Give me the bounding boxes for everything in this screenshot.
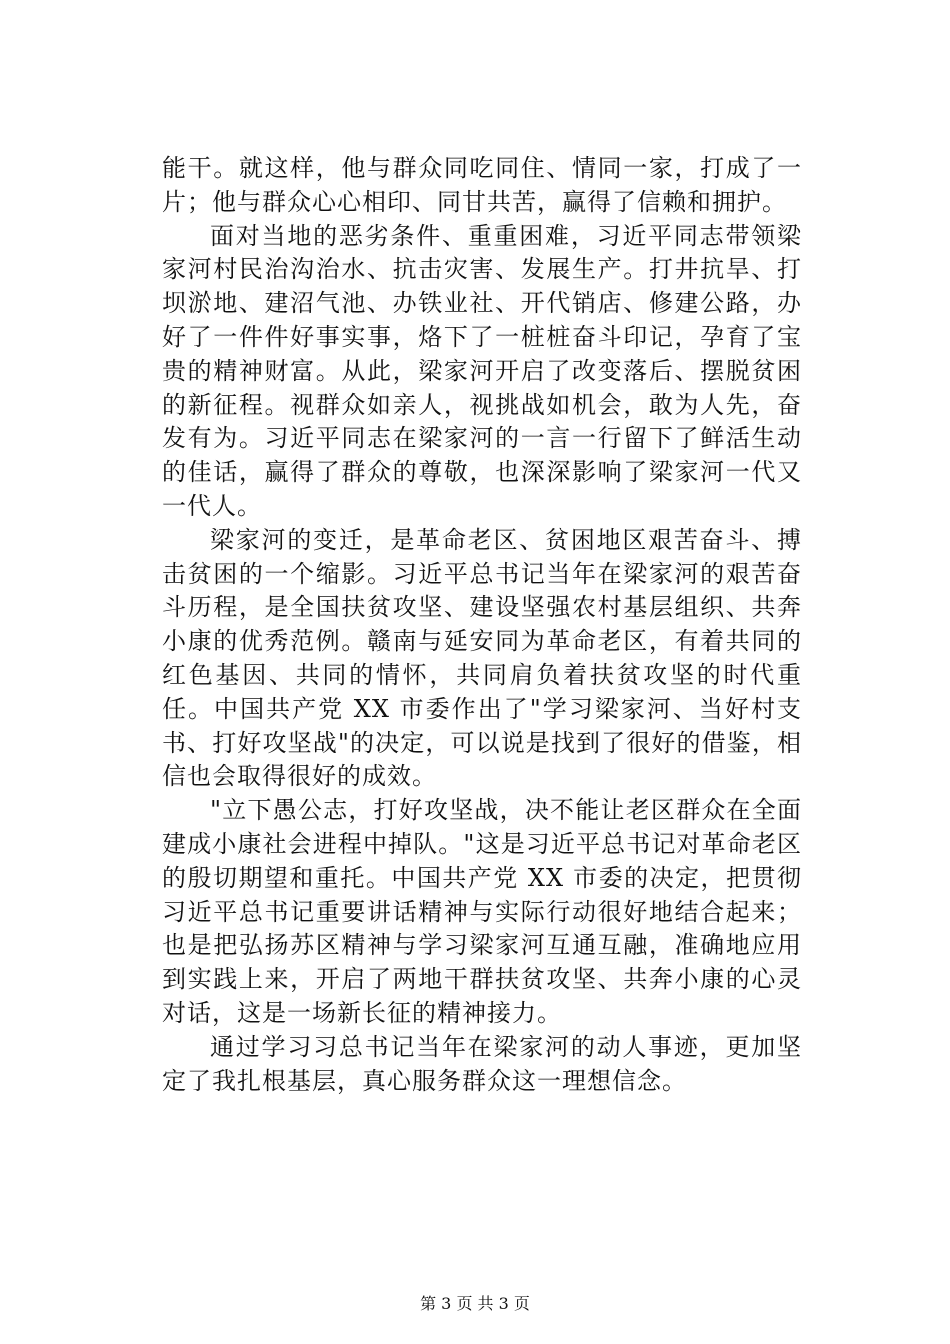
page-number-footer: 第 3 页 共 3 页 [420,1294,530,1313]
paragraph-1: 能干。就这样，他与群众同吃同住、情同一家，打成了一片；他与群众心心相印、同甘共苦，赢得了信赖和拥护。 [162,154,802,216]
paragraph-5: 通过学习习总书记当年在梁家河的动人事迹，更加坚定了我扎根基层，真心服务群众这一理想信念。 [162,1032,802,1095]
document-body [162,152,802,1098]
paragraph-4: "立下愚公志，打好攻坚战，决不能让老区群众在全面建成小康社会进程中掉队。"这是习近平总书记对革命老区的殷切期望和重托。中国共产党 XX 市委的决定，把贯彻习近平总书记重要讲话精神与实际行动很好地结合起来；也是把弘扬苏区精神与学习梁家河互通互融，准确地应用到实践上来，开启了两地干群扶贫攻坚、共奔小康的心灵对话，这是一场新长征的精神接力。 [162,796,802,1027]
paragraph-2: 面对当地的恶劣条件、重重困难，习近平同志带领梁家河村民治沟治水、抗击灾害、发展生产。打井抗旱、打坝淤地、建沼气池、办铁业社、开代销店、修建公路，办好了一件件好事实事，烙下了一桩桩奋斗印记，孕育了宝贵的精神财富。从此，梁家河开启了改变落后、摆脱贫困的新征程。视群众如亲人，视挑战如机会，敢为人先，奋发有为。习近平同志在梁家河的一言一行留下了鲜活生动的佳话，赢得了群众的尊敬，也深深影响了梁家河一代又一代人。 [162,221,802,520]
paragraph-3: 梁家河的变迁，是革命老区、贫困地区艰苦奋斗、搏击贫困的一个缩影。习近平总书记当年在梁家河的艰苦奋斗历程，是全国扶贫攻坚、建设坚强农村基层组织、共奔小康的优秀范例。赣南与延安同为革命老区，有着共同的红色基因、共同的情怀，共同肩负着扶贫攻坚的时代重任。中国共产党 XX 市委作出了"学习梁家河、当好村支书、打好攻坚战"的决定，可以说是找到了很好的借鉴，相信也会取得很好的成效。 [162,525,802,791]
